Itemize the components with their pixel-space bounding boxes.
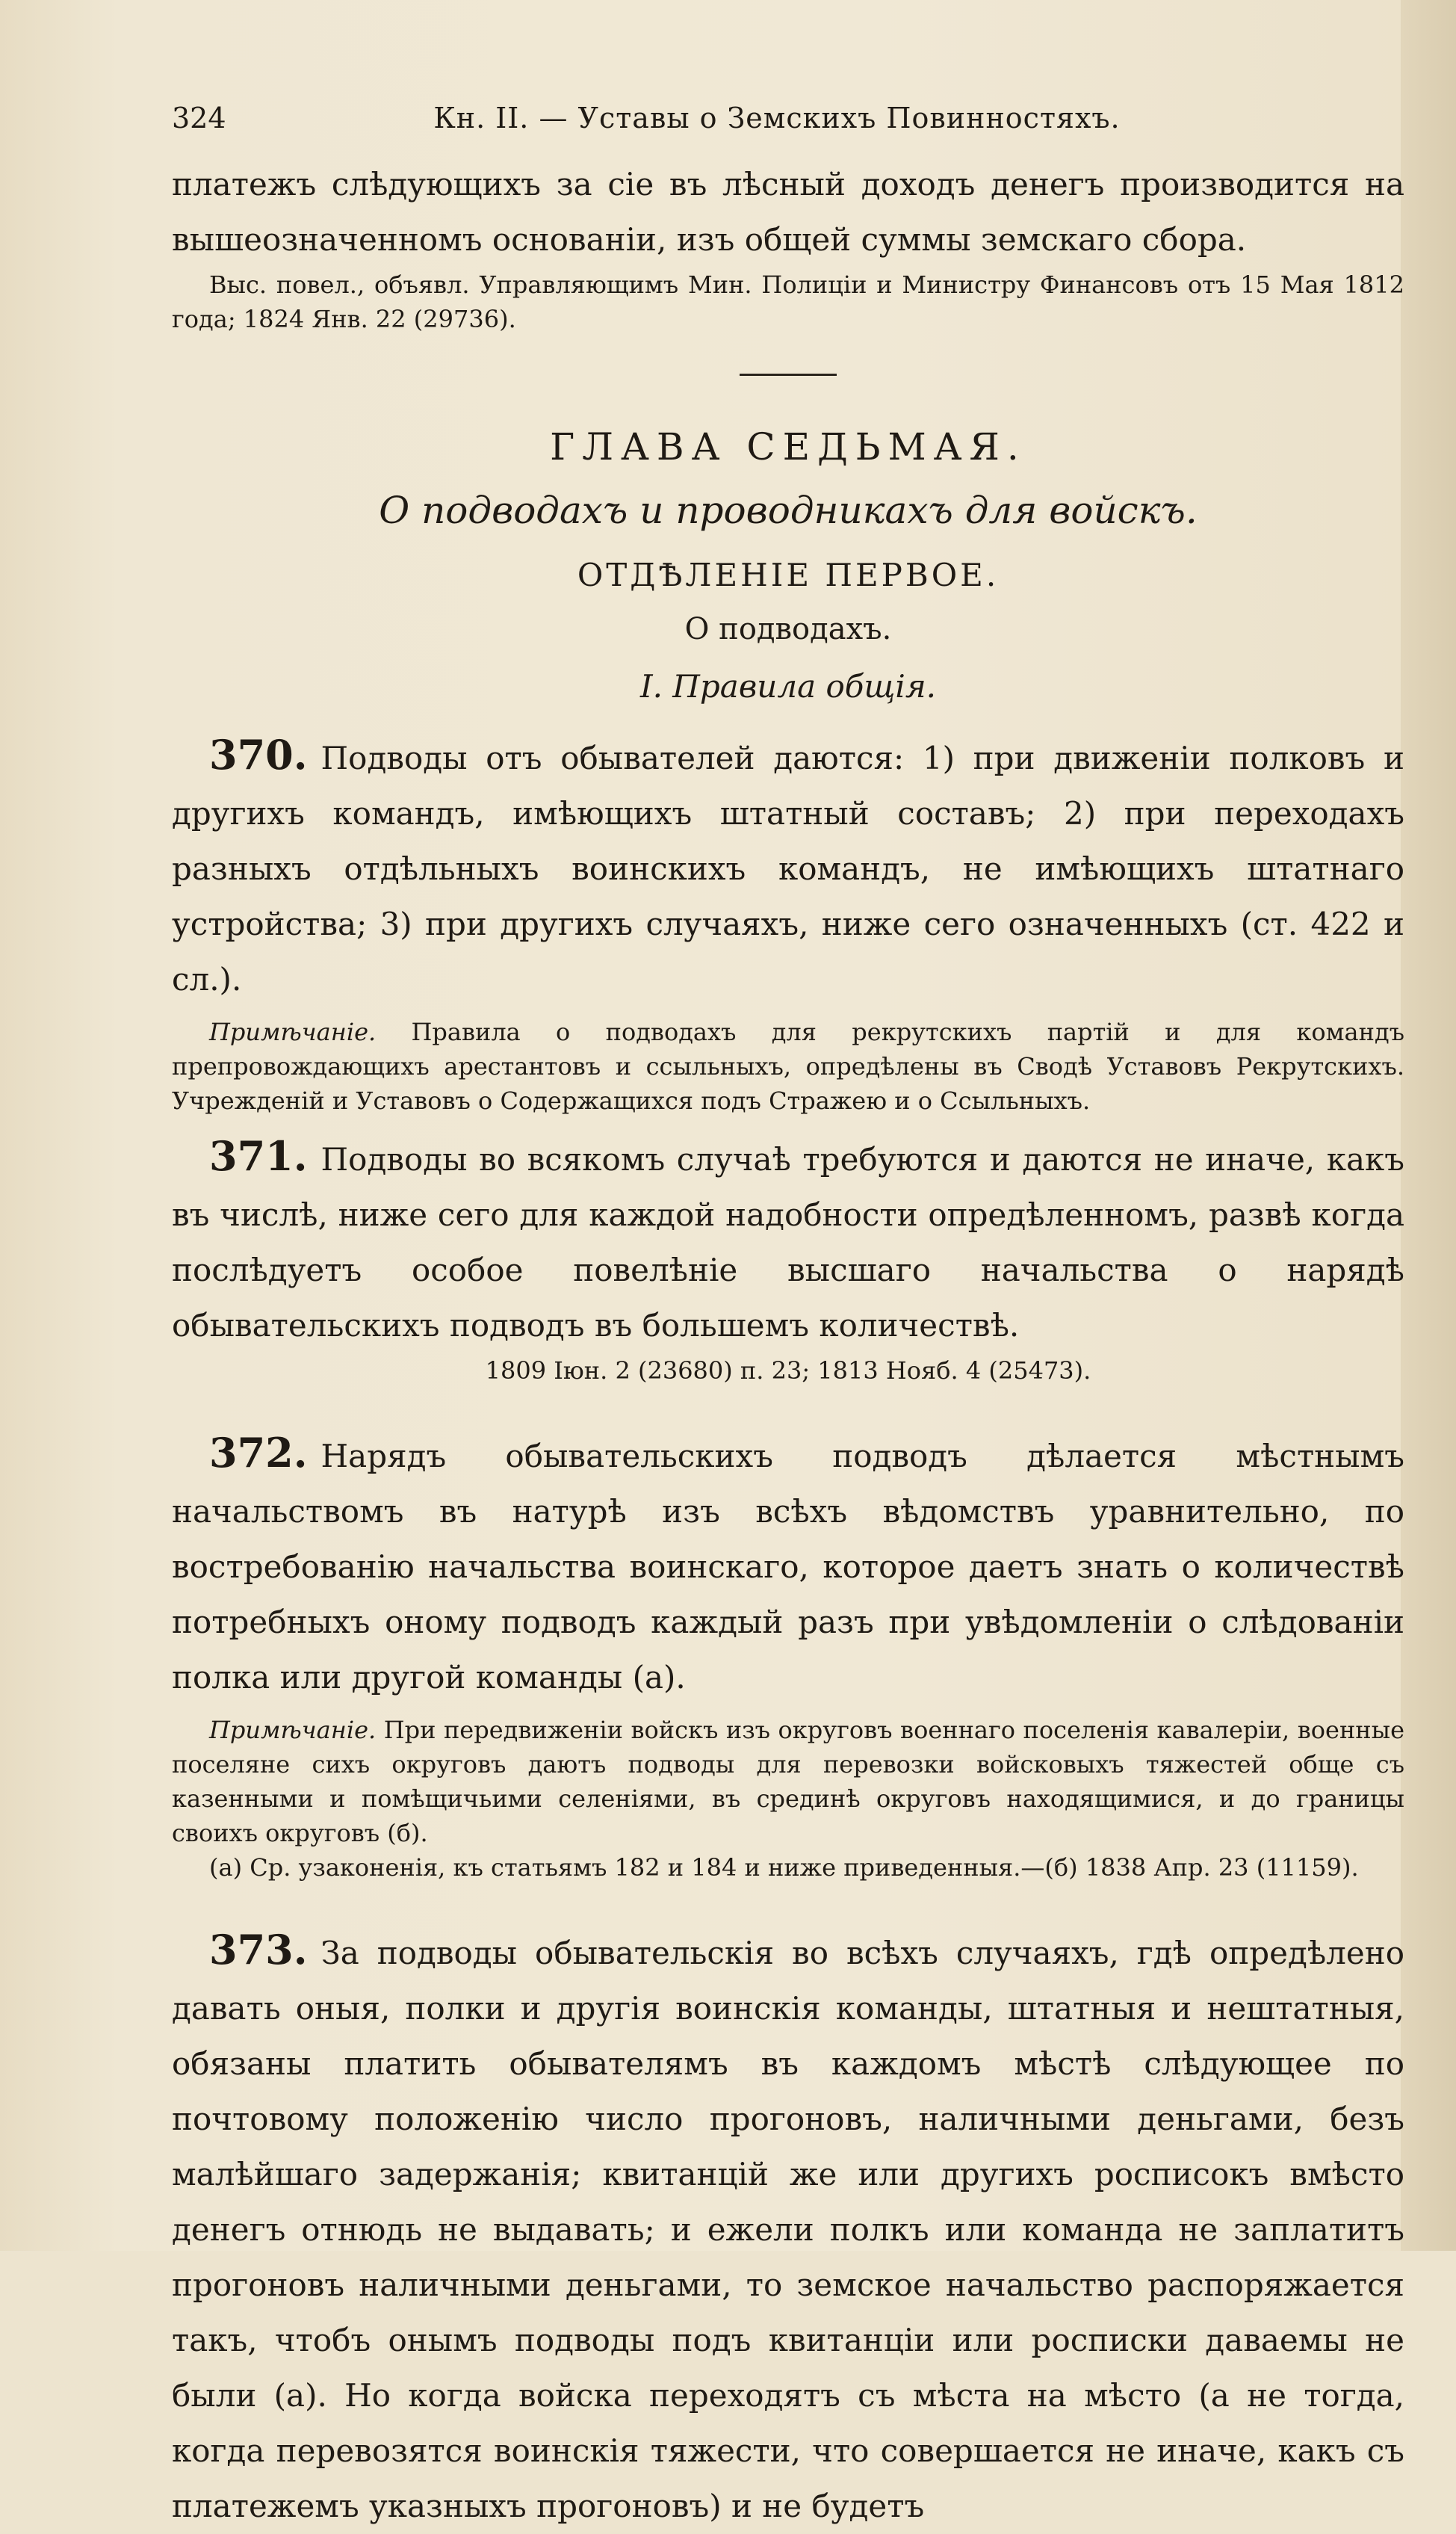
- article-paragraph: [172, 1128, 1404, 1353]
- article-373: [172, 1922, 1404, 2534]
- article-number: 373.: [209, 1926, 308, 1974]
- note-label: Примѣчаніе.: [209, 1716, 377, 1744]
- article-number: 372.: [209, 1429, 308, 1477]
- article-text: Нарядъ обывательскихъ подводъ дѣлается мѣстнымъ начальствомъ въ натурѣ изъ всѣхъ вѣдомствъ уравнительно, по востребованію начальства воинскаго, которое даетъ знать о количествѣ потребныхъ оному подводъ каждый разъ при увѣдомленіи о слѣдованіи полка или другой команды (а).: [172, 1438, 1404, 1696]
- chapter-title: ГЛАВА СЕДЬМАЯ.: [550, 425, 1026, 469]
- note-label: Примѣчаніе.: [209, 1018, 377, 1046]
- article-text: За подводы обывательскія во всѣхъ случаяхъ, гдѣ опредѣлено давать оныя, полки и другія воинскія команды, штатныя и нештатныя, обязаны платить обывателямъ въ каждомъ мѣстѣ слѣдующее по почтовому положенію число прогоновъ, наличными деньгами, безъ малѣйшаго задержанія; квитанцій же или другихъ росписокъ вмѣсто денегъ отнюдь не выдавать; и ежели полкъ или команда не заплатитъ прогоновъ наличными деньгами, то земское начальство распоряжается такъ, чтобъ онымъ подводы подъ квитанціи или росписки даваемы не были (а). Но когда войска переходятъ съ мѣста на мѣсто (а не тогда, когда перевозятся воинскія тяжести, что совершается не иначе, какъ съ платежемъ указныхъ прогоновъ) и не будетъ: [172, 1935, 1404, 2524]
- note-text: При передвиженіи войскъ изъ округовъ военнаго поселенія кавалеріи, военные поселяне сихъ округовъ даютъ подводы для перевозки войсковыхъ тяжестей обще съ казенными и помѣщичьими селеніями, въ срединѣ округовъ находящимися, и до границы своихъ округовъ (б).: [172, 1716, 1405, 1847]
- page-content: [172, 96, 1404, 2534]
- chapter-subtitle: О подводахъ и проводникахъ для войскъ.: [379, 489, 1198, 532]
- spacer: [172, 1885, 1404, 1912]
- running-title: Кн. II. — Уставы о Земскихъ Повинностяхъ.: [433, 102, 1121, 135]
- article-370: [172, 727, 1404, 1118]
- note-text: Правила о подводахъ для рекрутскихъ партій и для командъ препровождающихъ арестантовъ и ссыльныхъ, опредѣлены въ Сводѣ Уставовъ Рекрутскихъ. Учрежденій и Уставовъ о Содержащихся подъ Стражею и о Ссыльныхъ.: [172, 1018, 1405, 1115]
- section-title: ОТДѢЛЕНІЕ ПЕРВОЕ.: [577, 557, 1000, 593]
- page-header: [172, 96, 1404, 140]
- article-citation: 1809 Іюн. 2 (23680) п. 23; 1813 Нояб. 4 (25473).: [485, 1356, 1091, 1385]
- article-paragraph: [172, 1425, 1404, 1705]
- article-note: [172, 1015, 1404, 1118]
- section-divider: [740, 374, 837, 376]
- article-372: [172, 1425, 1404, 1885]
- article-references: (а) Ср. узаконенія, къ статьямъ 182 и 184 и ниже приведенныя.—(б) 1838 Апр. 23 (11159).: [209, 1853, 1359, 1882]
- intro-paragraph: платежъ слѣдующихъ за сіе въ лѣсный доходъ денегъ производится на вышеозначенномъ основаніи, изъ общей суммы земскаго сбора.: [172, 166, 1404, 258]
- article-paragraph: [172, 727, 1404, 1007]
- subsection-title: О подводахъ.: [684, 612, 892, 646]
- article-paragraph: [172, 1922, 1404, 2534]
- article-number: 370.: [209, 731, 308, 779]
- article-note: [172, 1713, 1404, 1850]
- article-text: Подводы отъ обывателей даются: 1) при движеніи полковъ и другихъ командъ, имѣющихъ штатный составъ; 2) при переходахъ разныхъ отдѣльныхъ воинскихъ командъ, не имѣющихъ штатнаго устройства; 3) при другихъ случаяхъ, ниже сего означенныхъ (ст. 422 и сл.).: [172, 740, 1404, 998]
- rules-heading: I. Правила общія.: [639, 668, 937, 705]
- article-text: Подводы во всякомъ случаѣ требуются и даются не иначе, какъ въ числѣ, ниже сего для каждой надобности опредѣленномъ, развѣ когда послѣдуетъ особое повелѣніе высшаго начальства о нарядѣ обывательскихъ подводъ въ большемъ количествѣ.: [172, 1141, 1404, 1344]
- page-number: 324: [172, 102, 226, 135]
- facing-page-edge: [1401, 0, 1456, 2251]
- article-number: 371.: [209, 1132, 308, 1180]
- spacer: [172, 1388, 1404, 1415]
- intro-citation: Выс. повел., объявл. Управляющимъ Мин. Полиціи и Министру Финансовъ отъ 15 Мая 1812 года; 1824 Янв. 22 (29736).: [172, 271, 1404, 333]
- article-371: [172, 1128, 1404, 1388]
